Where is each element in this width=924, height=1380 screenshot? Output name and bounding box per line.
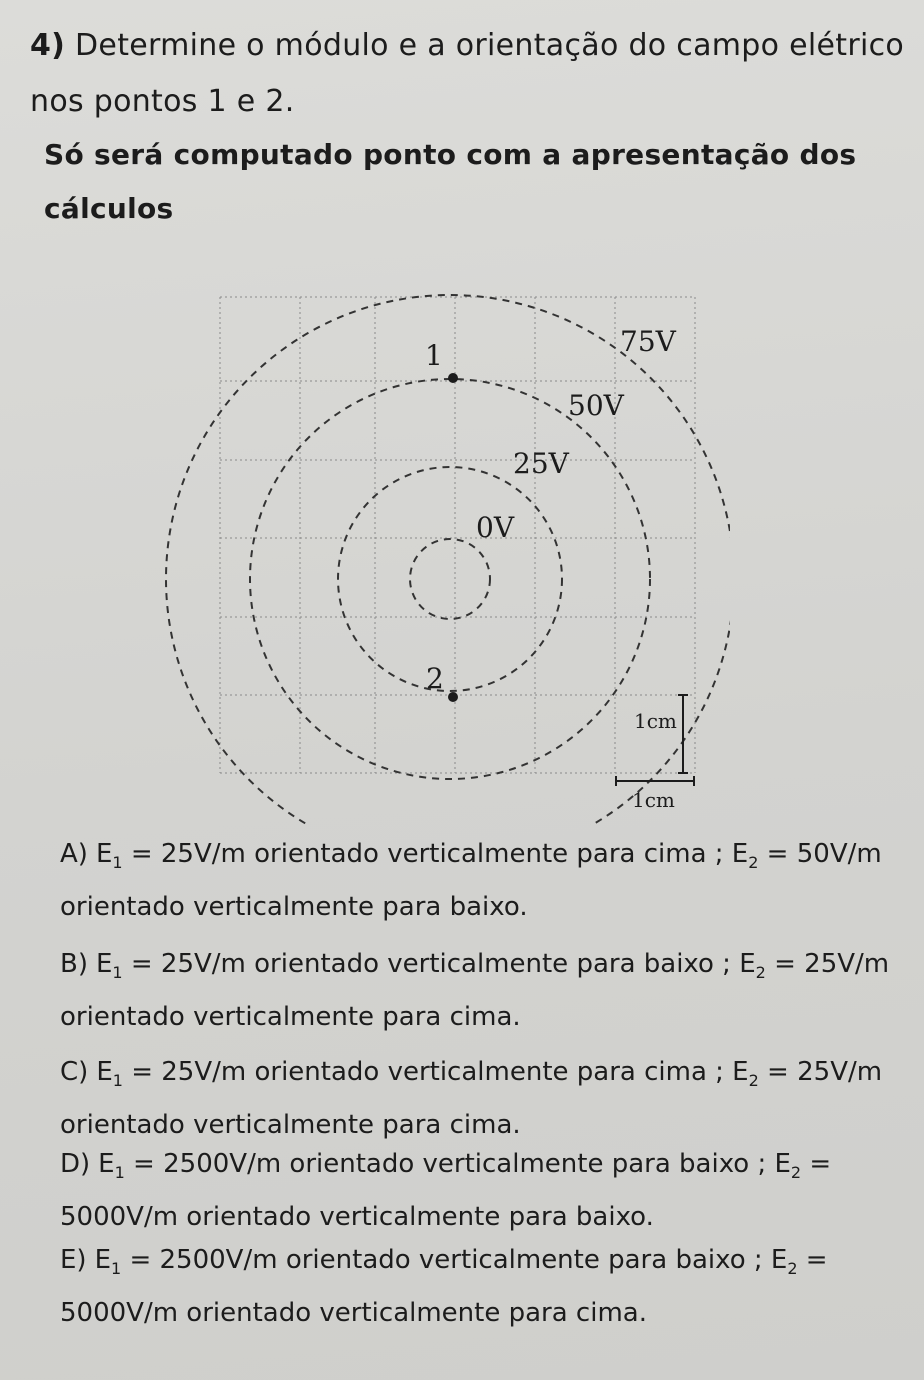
e2-symbol: E <box>774 1149 791 1179</box>
e1-symbol: E <box>98 1149 115 1179</box>
label-25v: 25V <box>513 447 569 480</box>
equipotential-25v <box>338 467 562 691</box>
equipotential-figure <box>150 285 730 825</box>
e1-text: = 25V/m orientado verticalmente para cima ; <box>122 839 732 869</box>
e1-subscript: 1 <box>112 1071 123 1091</box>
option-letter: D) <box>60 1149 91 1179</box>
option-letter: E) <box>60 1245 87 1275</box>
scale-bar-horizontal <box>616 776 694 812</box>
question-note: Só será computado ponto com a apresentação dos cálculos <box>44 138 857 225</box>
point-2-marker <box>448 692 458 702</box>
e2-text: = 5000V/m orientado verticalmente para baixo. <box>60 1149 832 1233</box>
label-75v: 75V <box>620 325 676 358</box>
e1-text: = 2500V/m orientado verticalmente para baixo ; <box>121 1245 771 1275</box>
e2-text: = 50V/m orientado verticalmente para baixo. <box>60 839 882 923</box>
e1-symbol: E <box>96 1057 113 1087</box>
e1-text: = 25V/m orientado verticalmente para baixo ; <box>122 949 740 979</box>
e2-text: = 25V/m orientado verticalmente para cima. <box>60 949 890 1033</box>
question-number: 4) <box>30 28 66 63</box>
e2-subscript: 2 <box>755 963 766 983</box>
e1-symbol: E <box>94 1245 112 1275</box>
point-1-marker <box>448 373 458 383</box>
e2-symbol: E <box>739 949 756 979</box>
e2-symbol: E <box>732 1057 749 1087</box>
e1-subscript: 1 <box>114 1163 125 1183</box>
e1-text: = 2500V/m orientado verticalmente para baixo ; <box>124 1149 775 1179</box>
point-2-label: 2 <box>426 662 444 695</box>
question-prompt <box>30 18 910 130</box>
scale-bar-vertical <box>634 695 688 773</box>
scale-vertical-label: 1cm <box>634 709 677 733</box>
option-letter: C) <box>60 1057 89 1087</box>
question-text: Determine o módulo e a orientação do campo elétrico nos pontos 1 e 2. <box>30 28 905 119</box>
e1-symbol: E <box>95 949 113 979</box>
e2-subscript: 2 <box>748 853 759 873</box>
equipotential-diagram <box>150 285 730 825</box>
e2-subscript: 2 <box>790 1163 802 1183</box>
option-letter: A) <box>60 839 88 869</box>
e2-subscript: 2 <box>787 1259 798 1279</box>
e2-symbol: E <box>731 839 749 869</box>
point-1-label: 1 <box>425 339 443 372</box>
e2-text: = 5000V/m orientado verticalmente para cima. <box>60 1245 828 1329</box>
e1-subscript: 1 <box>112 963 123 983</box>
e2-symbol: E <box>770 1245 788 1275</box>
e2-text: = 25V/m orientado verticalmente para cima. <box>60 1057 883 1141</box>
e1-symbol: E <box>95 839 113 869</box>
option-c[interactable] <box>60 1050 890 1148</box>
option-b[interactable] <box>60 942 890 1040</box>
label-0v: 0V <box>476 511 515 544</box>
equipotential-50v <box>250 379 650 779</box>
option-letter: B) <box>60 949 88 979</box>
option-d[interactable] <box>60 1142 890 1240</box>
equipotential-75v <box>166 295 730 825</box>
label-50v: 50V <box>568 389 624 422</box>
equipotential-0v <box>410 539 490 619</box>
option-a[interactable] <box>60 832 890 930</box>
option-e[interactable] <box>60 1238 890 1336</box>
e1-subscript: 1 <box>112 853 123 873</box>
e2-subscript: 2 <box>748 1071 759 1091</box>
e1-subscript: 1 <box>111 1259 122 1279</box>
e1-text: = 25V/m orientado verticalmente para cima ; <box>122 1057 733 1087</box>
scale-horizontal-label: 1cm <box>632 788 675 812</box>
